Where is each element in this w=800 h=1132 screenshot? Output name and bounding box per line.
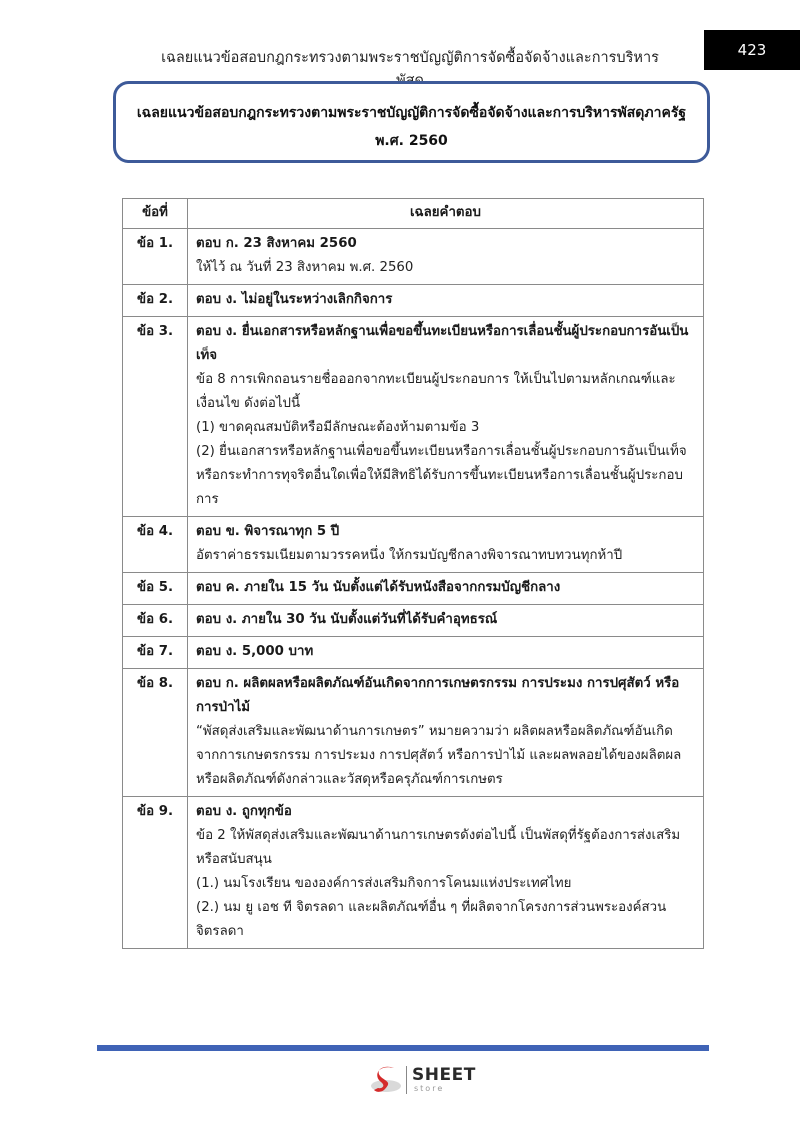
table-row (123, 637, 704, 669)
answer-cell (188, 517, 704, 573)
answer-choice: ตอบ ก. ผลิตผลหรือผลิตภัณฑ์อันเกิดจากการเกษตรกรรม การประมง การปศุสัตว์ หรือการป่าไม้ (196, 676, 680, 715)
page-number: 423 (704, 30, 800, 70)
question-number: ข้อ 6. (123, 605, 188, 637)
table-row (123, 669, 704, 797)
question-number: ข้อ 3. (123, 317, 188, 517)
question-number: ข้อ 8. (123, 669, 188, 797)
table-row (123, 229, 704, 285)
explanation-line: อัตราค่าธรรมเนียมตามวรรคหนึ่ง ให้กรมบัญชีกลางพิจารณาทบทวนทุกห้าปี (196, 548, 623, 563)
table-row (123, 573, 704, 605)
question-number: ข้อ 4. (123, 517, 188, 573)
answer-choice: ตอบ ง. ยื่นเอกสารหรือหลักฐานเพื่อขอขึ้นทะเบียนหรือการเลื่อนชั้นผู้ประกอบการอันเป็นเท็จ (196, 324, 689, 363)
explanation-line: (2) ยื่นเอกสารหรือหลักฐานเพื่อขอขึ้นทะเบียนหรือการเลื่อนชั้นผู้ประกอบการอันเป็นเท็จหรือกระทำการทุจริตอื่นใดเพื่อให้มีสิทธิได้รับการขึ้นทะเบียนหรือการเลื่อนชั้นผู้ประกอบการ (196, 444, 687, 507)
question-number: ข้อ 5. (123, 573, 188, 605)
answer-cell (188, 317, 704, 517)
explanation-line: ให้ไว้ ณ วันที่ 23 สิงหาคม พ.ศ. 2560 (196, 260, 414, 275)
explanation-line: ข้อ 2 ให้พัสดุส่งเสริมและพัฒนาด้านการเกษตรดังต่อไปนี้ เป็นพัสดุที่รัฐต้องการส่งเสริมหรือสนับสนุน (196, 828, 681, 867)
answer-cell (188, 285, 704, 317)
logo-divider (406, 1066, 407, 1094)
sheet-store-logo (368, 1062, 488, 1098)
answer-cell (188, 605, 704, 637)
question-number: ข้อ 2. (123, 285, 188, 317)
column-header-answer: เฉลยคำตอบ (188, 199, 704, 229)
table-header-row (123, 199, 704, 229)
table-row (123, 285, 704, 317)
answer-cell (188, 669, 704, 797)
table-row (123, 517, 704, 573)
logo-sub-text: store (414, 1084, 445, 1093)
logo-brand-text: SHEET (412, 1065, 476, 1085)
explanation-line: (1.) นมโรงเรียน ขององค์การส่งเสริมกิจการโคนมแห่งประเทศไทย (196, 876, 572, 891)
answer-choice: ตอบ ง. ไม่อยู่ในระหว่างเลิกกิจการ (196, 292, 393, 307)
explanation-line: ข้อ 8 การเพิกถอนรายชื่อออกจากทะเบียนผู้ประกอบการ ให้เป็นไปตามหลักเกณฑ์และเงื่อนไข ดังต่อไปนี้ (196, 372, 676, 411)
answer-choice: ตอบ ง. 5,000 บาท (196, 644, 314, 659)
question-number: ข้อ 1. (123, 229, 188, 285)
explanation-line: “พัสดุส่งเสริมและพัฒนาด้านการเกษตร” หมายความว่า ผลิตผลหรือผลิตภัณฑ์อันเกิดจากการเกษตรกรรม การประมง การปศุสัตว์ หรือการป่าไม้ และผลพลอยได้ของผลิตผลหรือผลิตภัณฑ์ดังกล่าวและวัสดุหรือครุภัณฑ์การเกษตร (196, 724, 682, 787)
document-title-box (113, 81, 710, 163)
table-row (123, 797, 704, 949)
table-row (123, 605, 704, 637)
column-header-number: ข้อที่ (123, 199, 188, 229)
question-number: ข้อ 7. (123, 637, 188, 669)
answer-choice: ตอบ ง. ถูกทุกข้อ (196, 804, 292, 819)
answer-cell (188, 637, 704, 669)
table-row (123, 317, 704, 517)
answer-table (122, 198, 704, 949)
explanation-line: (1) ขาดคุณสมบัติหรือมีลักษณะต้องห้ามตามข้อ 3 (196, 420, 480, 435)
answer-choice: ตอบ ค. ภายใน 15 วัน นับตั้งแต่ได้รับหนังสือจากกรมบัญชีกลาง (196, 580, 561, 595)
answer-cell (188, 229, 704, 285)
question-number: ข้อ 9. (123, 797, 188, 949)
explanation-line: (2.) นม ยู เอช ที จิตรลดา และผลิตภัณฑ์อื่น ๆ ที่ผลิตจากโครงการส่วนพระองค์สวนจิตรลดา (196, 900, 667, 939)
running-header-title: เฉลยแนวข้อสอบกฎกระทรวงตามพระราชบัญญัติการจัดซื้อจัดจ้างและการบริหาร (161, 50, 659, 66)
running-header (0, 30, 800, 70)
answer-table-body (123, 229, 704, 949)
document-title: เฉลยแนวข้อสอบกฎกระทรวงตามพระราชบัญญัติการจัดซื้อจัดจ้างและการบริหารพัสดุภาครัฐ พ.ศ. 2560 (136, 105, 687, 149)
answer-cell (188, 797, 704, 949)
answer-choice: ตอบ ข. พิจารณาทุก 5 ปี (196, 524, 340, 539)
footer-rule (97, 1045, 709, 1051)
answer-cell (188, 573, 704, 605)
sheet-logo-icon (368, 1062, 404, 1098)
answer-choice: ตอบ ง. ภายใน 30 วัน นับตั้งแต่วันที่ได้รับคำอุทธรณ์ (196, 612, 498, 627)
answer-choice: ตอบ ก. 23 สิงหาคม 2560 (196, 236, 357, 251)
